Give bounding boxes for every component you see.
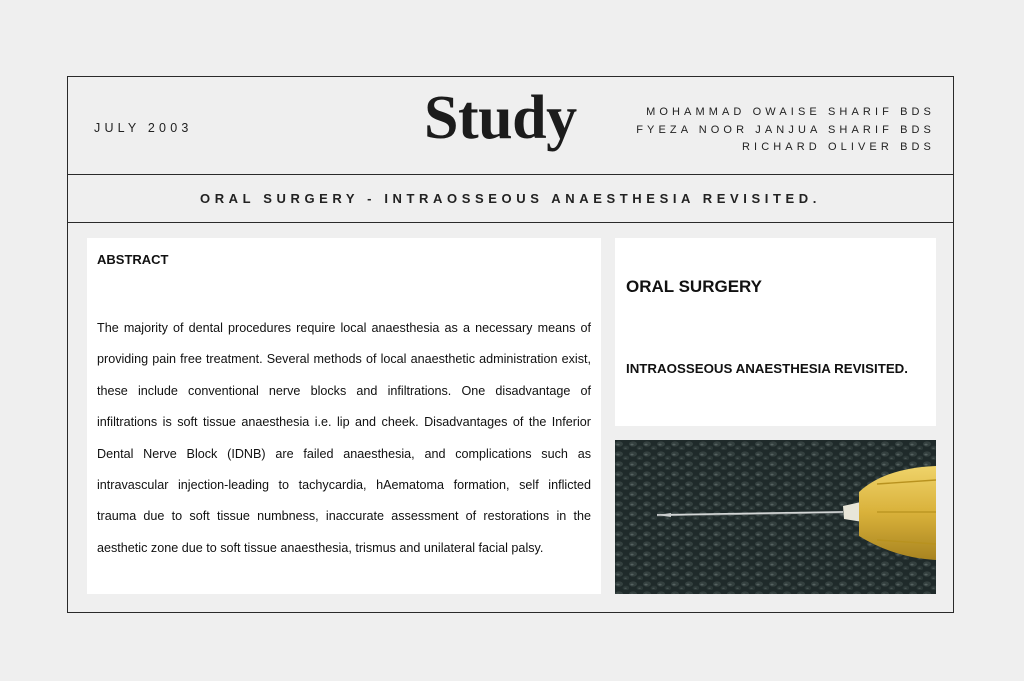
abstract-body: The majority of dental procedures require local anaesthesia as a necessary means of providing pain free treatment. Several methods of local anaesthetic administration exist, these include conventional nerve blocks and infiltrations. One disadvantage of infiltrations is soft tissue anaesthesia i.e. lip and cheek. Disadvantages of the Inferior Dental Nerve Block (IDNB) are failed anaesthesia, and complications such as intravascular injection-leading to tachycardia, hAematoma formation, self inflicted trauma due to soft tissue numbness, inaccurate assessment of restorations in the aesthetic zone due to soft tissue anaesthesia, trismus and unilateral facial palsy. (97, 321, 591, 555)
masthead (68, 77, 953, 175)
abstract-panel (87, 238, 601, 594)
section-title: ORAL SURGERY (626, 277, 763, 296)
dental-needle-photo (615, 440, 936, 594)
document-frame (67, 76, 954, 613)
needle-illustration (615, 440, 936, 594)
issue-date: JULY 2003 (94, 121, 193, 135)
abstract-heading: ABSTRACT (97, 252, 169, 267)
author-1: MOHAMMAD OWAISE SHARIF BDS (646, 106, 935, 118)
article-title-card (615, 238, 936, 426)
article-subtitle: INTRAOSSEOUS ANAESTHESIA REVISITED. (626, 361, 908, 376)
author-3: RICHARD OLIVER BDS (742, 141, 935, 153)
article-title-bar: ORAL SURGERY - INTRAOSSEOUS ANAESTHESIA REVISITED. (68, 174, 953, 223)
author-2: FYEZA NOOR JANJUA SHARIF BDS (636, 123, 935, 136)
author-list (636, 104, 935, 157)
study-logo: Study (424, 84, 577, 152)
